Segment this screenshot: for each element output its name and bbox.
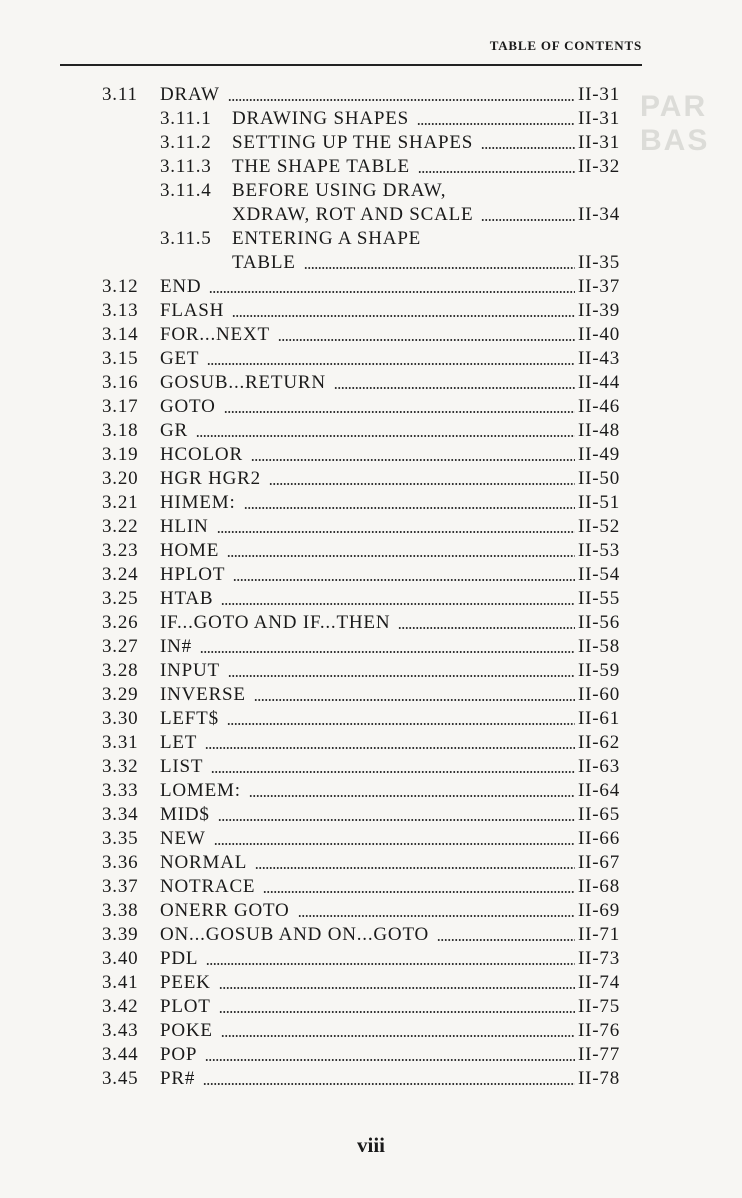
page-number: viii [356,1133,385,1157]
dot-leader [263,890,575,894]
toc-entry-title-wrap [160,1067,620,1091]
dot-leader [481,146,575,150]
toc-entry-title-wrap [160,155,620,179]
toc-page-number: II-60 [578,684,620,705]
toc-entry-title-wrap [160,635,620,659]
toc-page-number: II-43 [578,348,620,369]
toc-entry-title-wrap [160,683,620,707]
toc-page-number: II-78 [578,1068,620,1089]
toc-entry[interactable] [60,395,620,419]
toc-page-number: II-46 [578,396,620,417]
toc-entry[interactable] [60,1019,620,1043]
toc-section-number: 3.21 [102,492,139,513]
dot-leader [219,1010,575,1014]
toc-page-number: II-51 [578,492,620,513]
toc-entry[interactable] [60,131,620,155]
toc-entry[interactable] [60,755,620,779]
toc-page-number: II-56 [578,612,620,633]
dot-leader [244,506,575,510]
toc-entry[interactable] [60,995,620,1019]
dot-leader [398,626,575,630]
toc-entry[interactable] [60,107,620,131]
toc-entry-title-wrap [160,515,620,539]
dot-leader [233,578,575,582]
toc-entry[interactable] [60,899,620,923]
toc-entry-line [60,227,620,251]
toc-entry-title-wrap [160,755,620,779]
toc-entry-title-wrap [160,899,620,923]
dot-leader [196,434,575,438]
toc-entry-title: INVERSE [160,684,246,705]
dot-leader [218,818,575,822]
header-title: TABLE OF CONTENTS [489,38,642,53]
toc-page-number: II-50 [578,468,620,489]
toc-entry-title-wrap [160,1043,620,1067]
toc-entry[interactable] [60,659,620,683]
toc-entry-title-wrap [160,299,620,323]
toc-entry[interactable] [60,467,620,491]
dot-leader [200,650,575,654]
bleed-through-text: PAR BAS [640,90,710,157]
toc-entry-title: THE SHAPE TABLE [232,156,410,177]
toc-entry-title: GOSUB...RETURN [160,372,326,393]
toc-section-number: 3.45 [102,1068,139,1089]
dot-leader [417,122,575,126]
dot-leader [219,986,575,990]
toc-entry-title-wrap [160,419,620,443]
toc-entry[interactable] [60,707,620,731]
toc-entry[interactable] [60,563,620,587]
toc-page-number: II-39 [578,300,620,321]
toc-entry-title-wrap [160,107,620,131]
toc-entry-title-wrap [160,875,620,899]
toc-entry-title: MID$ [160,804,210,825]
toc-section-number: 3.23 [102,540,139,561]
toc-entry-title: LEFT$ [160,708,219,729]
dot-leader [206,962,575,966]
toc-entry-title-wrap [160,275,620,299]
toc-section-number: 3.12 [102,276,139,297]
toc-section-number: 3.15 [102,348,139,369]
toc-section-number: 3.39 [102,924,139,945]
toc-section-number: 3.20 [102,468,139,489]
toc-page-number: II-55 [578,588,620,609]
toc-page-number: II-71 [578,924,620,945]
toc-subsection-number: 3.11.1 [160,108,212,129]
toc-entry-line [60,179,620,203]
toc-subsection-number: 3.11.5 [160,228,212,249]
toc-page-number: II-53 [578,540,620,561]
toc-entry[interactable] [60,875,620,899]
toc-entry[interactable] [60,1043,620,1067]
toc-entry[interactable] [60,299,620,323]
toc-entry-title: FOR...NEXT [160,324,270,345]
toc-entry-title-wrap [160,971,620,995]
toc-entry[interactable] [60,779,620,803]
dot-leader [418,170,575,174]
toc-section-number: 3.44 [102,1044,139,1065]
toc-entry-title-wrap [160,731,620,755]
toc-entry[interactable] [60,731,620,755]
toc-section-number: 3.27 [102,636,139,657]
toc-entry[interactable] [60,587,620,611]
toc-entry-title-wrap [160,443,620,467]
toc-entry-title: END [160,276,202,297]
toc-section-number: 3.26 [102,612,139,633]
toc-entry-title-continued: XDRAW, ROT AND SCALE [232,204,474,225]
toc-page-number: II-75 [578,996,620,1017]
toc-section-number: 3.40 [102,948,139,969]
toc-entry-title-wrap [160,659,620,683]
dot-leader [228,674,575,678]
toc-page-number: II-58 [578,636,620,657]
toc-entry-title-wrap [160,779,620,803]
toc-page-number: II-59 [578,660,620,681]
toc-entry-title-wrap [160,995,620,1019]
toc-entry-title: POKE [160,1020,213,1041]
toc-section-number: 3.29 [102,684,139,705]
toc-entry-title-wrap [160,131,620,155]
dot-leader [221,1034,575,1038]
toc-entry[interactable] [60,803,620,827]
dot-leader [207,362,575,366]
toc-section-number: 3.13 [102,300,139,321]
toc-page-number: II-73 [578,948,620,969]
toc-entry-title: PR# [160,1068,196,1089]
toc-section-number: 3.32 [102,756,139,777]
toc-entry-title: BEFORE USING DRAW, [232,180,447,201]
toc-page-number: II-65 [578,804,620,825]
toc-entry-title-wrap [160,827,620,851]
toc-entry-title-wrap [160,563,620,587]
toc-page-number: II-74 [578,972,620,993]
toc-entry-title-wrap [160,179,620,203]
dot-leader [255,866,575,870]
toc-section-number: 3.11 [102,84,138,105]
toc-entry-title: GR [160,420,188,441]
toc-page-number: II-35 [578,252,620,273]
toc-section-number: 3.34 [102,804,139,825]
toc-entry-title: HLIN [160,516,209,537]
dot-leader [334,386,575,390]
toc-entry-title-wrap [160,371,620,395]
toc-entry[interactable] [60,251,620,275]
toc-entry-title: HPLOT [160,564,226,585]
toc-entry-title-wrap [160,947,620,971]
toc-entry[interactable] [60,539,620,563]
dot-leader [224,410,575,414]
toc-entry-title: PEEK [160,972,211,993]
dot-leader [254,698,575,702]
toc-entry[interactable] [60,611,620,635]
toc-entry-title: ON...GOSUB AND ON...GOTO [160,924,430,945]
toc-section-number: 3.25 [102,588,139,609]
dot-leader [481,218,575,222]
toc-page-number: II-31 [578,132,620,153]
toc-page-number: II-69 [578,900,620,921]
toc-entry-title: HCOLOR [160,444,243,465]
toc-entry-title-wrap [160,611,620,635]
toc-entry-title: IF...GOTO AND IF...THEN [160,612,391,633]
toc-page-number: II-54 [578,564,620,585]
dot-leader [232,314,575,318]
toc-section-number: 3.36 [102,852,139,873]
toc-entry[interactable] [60,371,620,395]
dot-leader [205,746,575,750]
dot-leader [227,722,575,726]
toc-subsection-number: 3.11.4 [160,180,212,201]
toc-entry[interactable] [60,971,620,995]
toc-section-number: 3.19 [102,444,139,465]
toc-section-number: 3.24 [102,564,139,585]
toc-entry[interactable] [60,419,620,443]
toc-entry-title-wrap [160,491,620,515]
toc-section-number: 3.38 [102,900,139,921]
toc-entry-title-wrap [160,539,620,563]
toc-entry[interactable] [60,515,620,539]
toc-entry[interactable] [60,827,620,851]
dot-leader [214,842,575,846]
toc-page-number: II-77 [578,1044,620,1065]
dot-leader [269,482,575,486]
toc-page-number: II-31 [578,108,620,129]
toc-entry-title: FLASH [160,300,225,321]
toc-page-number: II-67 [578,852,620,873]
toc-entry[interactable] [60,923,620,947]
toc-entry-title: PDL [160,948,199,969]
toc-section-number: 3.17 [102,396,139,417]
toc-entry-title: PLOT [160,996,211,1017]
toc-subsection-number: 3.11.3 [160,156,212,177]
toc-page-number: II-49 [578,444,620,465]
toc-entry-title: ONERR GOTO [160,900,290,921]
toc-page-number: II-61 [578,708,620,729]
toc-entry[interactable] [60,347,620,371]
toc-subsection-number: 3.11.2 [160,132,212,153]
dot-leader [304,266,575,270]
toc-entry[interactable] [60,155,620,179]
toc-entry-title-wrap [160,923,620,947]
toc-entry-title: IN# [160,636,192,657]
toc-entry-title: NORMAL [160,852,248,873]
toc-entry-title: INPUT [160,660,220,681]
toc-section-number: 3.30 [102,708,139,729]
toc-entry[interactable] [60,491,620,515]
toc-entry-title: ENTERING A SHAPE [232,228,422,249]
dot-leader [205,1058,575,1062]
dot-leader [437,938,575,942]
toc-entry-title: NOTRACE [160,876,256,897]
toc-entry-title: NEW [160,828,206,849]
dot-leader [228,98,575,102]
toc-entry[interactable] [60,851,620,875]
toc-section-number: 3.43 [102,1020,139,1041]
toc-entry-title-wrap [160,323,620,347]
toc-section-number: 3.14 [102,324,139,345]
toc-entry-title-wrap [160,587,620,611]
toc-entry[interactable] [60,1067,620,1091]
toc-entry-title: LIST [160,756,204,777]
toc-page-number: II-68 [578,876,620,897]
toc-page-number: II-32 [578,156,620,177]
toc-section-number: 3.42 [102,996,139,1017]
toc-page-number: II-63 [578,756,620,777]
toc-entry[interactable] [60,83,620,107]
toc-entry-title: GOTO [160,396,216,417]
toc-page-number: II-31 [578,84,620,105]
toc-entry-title-wrap [160,203,620,227]
toc-entry[interactable] [60,947,620,971]
toc-entry[interactable] [60,443,620,467]
toc-entry-title-wrap [160,803,620,827]
toc-entry-title-wrap [160,467,620,491]
toc-entry-title: HGR HGR2 [160,468,261,489]
toc-entry-title: HOME [160,540,220,561]
toc-entry-title-wrap [160,1019,620,1043]
dot-leader [209,290,575,294]
toc-entry-title-wrap [160,227,620,251]
toc-entry-title: HTAB [160,588,214,609]
toc-entry-title-wrap [160,851,620,875]
toc-entry[interactable] [60,275,620,299]
toc-section-number: 3.28 [102,660,139,681]
toc-entry-title: DRAW [160,84,220,105]
toc-entry[interactable] [60,323,620,347]
toc-entry[interactable] [60,635,620,659]
toc-page-number: II-48 [578,420,620,441]
toc-entry-title: SETTING UP THE SHAPES [232,132,474,153]
toc-section-number: 3.41 [102,972,139,993]
toc-entry-title-wrap [160,251,620,275]
toc-entry-title-wrap [160,395,620,419]
dot-leader [203,1082,575,1086]
toc-section-number: 3.18 [102,420,139,441]
dot-leader [251,458,575,462]
toc-page-number: II-40 [578,324,620,345]
toc-section-number: 3.22 [102,516,139,537]
toc-entry-title: LET [160,732,198,753]
toc-entry[interactable] [60,203,620,227]
toc-entry-title-continued: TABLE [232,252,296,273]
toc-section-number: 3.33 [102,780,139,801]
table-of-contents [60,83,620,1091]
toc-page-number: II-64 [578,780,620,801]
toc-page-number: II-44 [578,372,620,393]
toc-entry-title-wrap [160,707,620,731]
dot-leader [278,338,575,342]
toc-page-number: II-66 [578,828,620,849]
dot-leader [298,914,575,918]
toc-section-number: 3.16 [102,372,139,393]
toc-entry-title: POP [160,1044,198,1065]
toc-page-number: II-76 [578,1020,620,1041]
dot-leader [217,530,575,534]
toc-section-number: 3.31 [102,732,139,753]
dot-leader [249,794,575,798]
toc-entry-title-wrap [160,347,620,371]
toc-section-number: 3.37 [102,876,139,897]
running-header [60,36,642,66]
toc-entry[interactable] [60,683,620,707]
toc-page-number: II-37 [578,276,620,297]
toc-entry-title-wrap [160,83,620,107]
toc-page-number: II-34 [578,204,620,225]
toc-entry-title: HIMEM: [160,492,236,513]
toc-entry-title: GET [160,348,200,369]
toc-entry-title: DRAWING SHAPES [232,108,409,129]
dot-leader [211,770,575,774]
toc-page-number: II-52 [578,516,620,537]
dot-leader [227,554,575,558]
toc-entry-title: LOMEM: [160,780,241,801]
dot-leader [221,602,575,606]
toc-section-number: 3.35 [102,828,139,849]
toc-page-number: II-62 [578,732,620,753]
